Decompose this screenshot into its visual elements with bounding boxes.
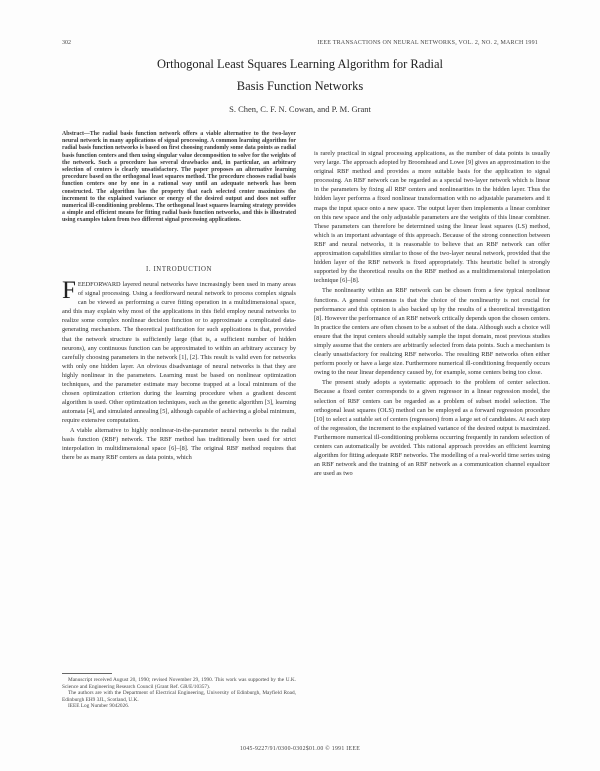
paper-title-line-1: Orthogonal Least Squares Learning Algorithm for Radial — [156, 57, 444, 71]
drop-cap: F — [62, 277, 76, 304]
paper-title-line-2: Basis Function Networks — [236, 79, 364, 93]
copyright-line: 1045-9227/91/0300-0302$01.00 © 1991 IEEE — [239, 746, 361, 752]
intro-paragraph-1-text: EEDFORWARD layered neural networks have increasingly been used in many areas of signal processing. Using a feedforward neural network to process complex signals can be viewed as performing a curve fitting operation in a multidimensional space, and this may explain why most of the applications in this field employ neural networks to realize some complex nonlinear decision function or to approximate a complicated data-generating mechanism. The theoretical justification for such applications is that, provided that the network structure is sufficiently large (that is, a sufficient number of hidden neurons), any continuous function can be approximated to within an arbitrary accuracy by carefully choosing parameters in the network [1], [2]. This result is valid even for networks with only one hidden layer. An obvious disadvantage of neural networks is that they are highly nonlinear in the parameters. Learning must be based on nonlinear optimization techniques, and the parameter estimate may become trapped at a local minimum of the chosen optimization criterion during the learning procedure when a gradient descent algorithm is used. Other optimization techniques, such as the genetic algorithm [3], learning automata [4], and simulated annealing [5], although capable of achieving a global minimum, require extensive computation. — [62, 281, 296, 425]
right-paragraph-2: The nonlinearity within an RBF network can be chosen from a few typical nonlinear functions. A general consensus is that the choice of the nonlinearity is not crucial for performance and this opinion is also backed up by the results of a theoretical investigation [8]. However the performance of an RBF network critically depends upon the chosen centers. In practice the centers are often chosen to be a subset of the data. Although such a choice will ensure that the input centers should suitably sample the input domain, most previous studies simply assume that the centers are arbitrarily selected from data points. Such a mechanism is clearly unsatisfactory for realizing RBF networks. The resulting RBF networks often either perform poorly or have a large size. Furthermore numerical ill-conditioning frequently occurs owing to the near linear dependency caused by, for example, some centers being too close. — [314, 287, 550, 377]
right-paragraph-3: The present study adopts a systematic approach to the problem of center selection. Because a fixed center corresponds to a given regressor in a linear regression model, the selection of RBF centers can be regarded as a problem of subset model selection. The orthogonal least squares (OLS) method can be employed as a forward regression procedure [10] to select a suitable set of centers (regressors) from a large set of candidates. At each step of the regression, the increment to the explained variance of the desired output is maximized. Furthermore numerical ill-conditioning problems occurring frequently in random selection of centers can automatically be avoided. This rational approach provides an efficient learning algorithm for fitting adequate RBF networks. The modelling of a real-world time series using an RBF network and the training of an RBF network as a communication channel equalizer are used as two — [314, 379, 550, 478]
author-list: S. Chen, C. F. N. Cowan, and P. M. Grant — [229, 104, 371, 114]
introduction-body — [62, 277, 296, 462]
footnote-divider — [62, 673, 112, 674]
page-number: 302 — [62, 40, 71, 46]
intro-paragraph-2: A viable alternative to highly nonlinear-in-the-parameter neural networks is the radial basis function (RBF) network. The RBF method has traditionally been used for strict interpolation in multidimensional space [6]–[8]. The original RBF method requires that there be as many RBF centers as data points, which — [62, 426, 296, 461]
section-heading-introduction: I. INTRODUCTION — [145, 266, 212, 273]
journal-running-head: IEEE TRANSACTIONS ON NEURAL NETWORKS, VOL. 2, NO. 2, MARCH 1991 — [317, 40, 538, 46]
footnotes — [62, 677, 296, 710]
abstract-text: Abstract—The radial basis function network offers a viable alternative to the two-layer neural network in many applications of signal processing. A common learning algorithm for radial basis function networks is based on first choosing randomly some data points as radial basis function centers and then using singular value decomposition to solve for the weights of the network. Such a procedure has several drawbacks and, in particular, an arbitrary selection of centers is clearly unsatisfactory. The paper proposes an alternative learning procedure based on the orthogonal least squares method. The procedure chooses radial basis function centers one by one in a rational way until an adequate network has been constructed. The algorithm has the property that each selected center maximizes the increment to the explained variance or energy of the desired output and does not suffer numerical ill-conditioning problems. The orthogonal least squares learning strategy provides a simple and efficient means for fitting radial basis function networks, and this is illustrated using examples taken from two different signal processing applications. — [62, 131, 296, 224]
footnote-affiliation: The authors are with the Department of Electrical Engineering, University of Edinburgh, Mayfield Road, Edinburgh EH9 3JL, Scotland, U.K. — [62, 690, 296, 703]
intro-paragraph-1 — [62, 277, 296, 426]
footnote-manuscript: Manuscript received August 20, 1990; revised November 29, 1990. This work was supported by the U.K. Science and Engineering Research Council (Grant Ref. GR/E/10357). — [62, 677, 296, 690]
footnote-log-number: IEEE Log Number 9042026. — [68, 703, 130, 710]
right-paragraph-1: is rarely practical in signal processing applications, as the number of data points is usually very large. The approach adopted by Broomhead and Lowe [9] gives an approximation to the original RBF method and provides a more suitable basis for the application to signal processing. An RBF network can be regarded as a special two-layer network which is linear in the parameters by fixing all RBF centers and nonlinearities in the hidden layer. Thus the hidden layer performs a fixed nonlinear transformation with no adjustable parameters and it maps the input space onto a new space. The output layer then implements a linear combiner on this new space and the only adjustable parameters are the weights of this linear combiner. These parameters can therefore be determined using the linear least squares (LS) method, which is an important advantage of this approach. Because of the strong connection between RBF and neural networks, it is reasonable to believe that an RBF network can offer approximation capabilities similar to those of the two-layer neural network, provided that the hidden layer of the RBF network is fixed appropriately. This heuristic belief is strongly supported by the theoretical results on the RBF method as a multidimensional interpolation technique [6]–[8]. — [314, 150, 550, 285]
abstract — [62, 131, 296, 225]
right-column-body — [314, 149, 550, 478]
